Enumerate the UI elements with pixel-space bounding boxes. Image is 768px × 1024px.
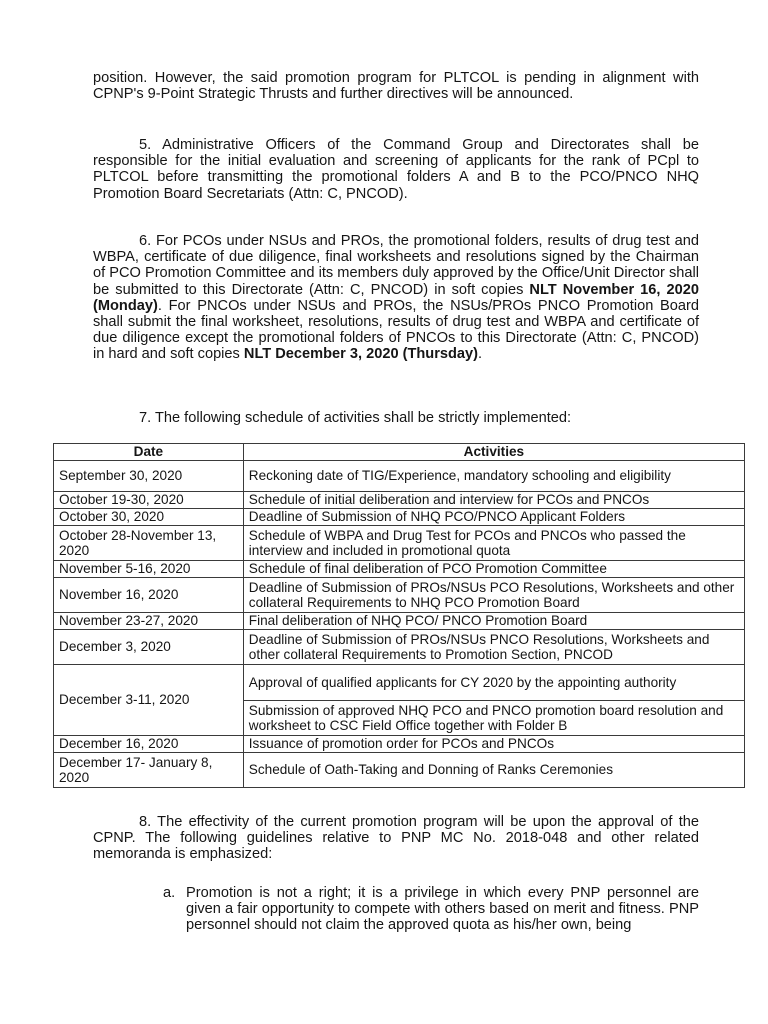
activity-cell: Schedule of final deliberation of PCO Promotion Committee: [243, 561, 744, 578]
paragraph-6-text-3: .: [478, 346, 483, 363]
item-text: Promotion is not a right; it is a privilege in which every PNP personnel are given a fair opportunity to compete with others based on merit and fitness. PNP personnel should not claim the approved quota as his/her own, being: [186, 885, 699, 934]
date-cell: December 3-11, 2020: [54, 665, 244, 736]
table-header-row: [54, 444, 745, 461]
date-cell: October 19-30, 2020: [54, 492, 244, 509]
paragraph-6-deadline-pnco: NLT December 3, 2020 (Thursday): [243, 346, 479, 363]
paragraph-6-deadline-pco: NLT November 16, 2020 (Monday): [93, 281, 699, 314]
date-cell: December 16, 2020: [54, 736, 244, 753]
activity-cell: Deadline of Submission of NHQ PCO/PNCO Applicant Folders: [243, 509, 744, 526]
paragraph-continuation: position. However, the said promotion program for PLTCOL is pending in alignment with CPNP's 9-Point Strategic Thrusts and further directives will be announced.: [93, 70, 699, 103]
date-cell: September 30, 2020: [54, 461, 244, 492]
table-row: [54, 461, 745, 492]
date-cell: November 23-27, 2020: [54, 613, 244, 630]
activity-cell: Schedule of WBPA and Drug Test for PCOs and PNCOs who passed the interview and included in promotional quota: [243, 526, 744, 561]
table-row: [54, 753, 745, 788]
paragraph-6: [93, 233, 699, 363]
table-row: [54, 561, 745, 578]
table-row: [54, 509, 745, 526]
table-row: [54, 526, 745, 561]
activity-cell: Deadline of Submission of PROs/NSUs PCO Resolutions, Worksheets and other collateral Requirements to NHQ PCO Promotion Board: [243, 578, 744, 613]
activity-cell: Approval of qualified applicants for CY 2020 by the appointing authority: [243, 665, 744, 701]
activity-cell: Deadline of Submission of PROs/NSUs PNCO Resolutions, Worksheets and other collateral Requirements to Promotion Section, PNCOD: [243, 630, 744, 665]
date-cell: October 30, 2020: [54, 509, 244, 526]
paragraph-5: 5. Administrative Officers of the Command Group and Directorates shall be responsible for the initial evaluation and screening of applicants for the rank of PCpl to PLTCOL before transmitting the promotional folders A and B to the PCO/PNCO NHQ Promotion Board Secretariats (Attn: C, PNCOD).: [93, 137, 699, 202]
table-row: [54, 736, 745, 753]
table-row: [54, 665, 745, 701]
column-header-activities: Activities: [243, 444, 744, 461]
date-cell: December 3, 2020: [54, 630, 244, 665]
activity-cell: Issuance of promotion order for PCOs and PNCOs: [243, 736, 744, 753]
table-row: [54, 613, 745, 630]
paragraph-6-text-2: . For PNCOs under NSUs and PROs, the NSUs/PROs PNCO Promotion Board shall submit the final worksheet, resolutions, results of drug test and WBPA and certificate of due diligence except the promotional folders of PNCOs to this Directorate (Attn: C, PNCOD) in hard and soft copies: [93, 297, 699, 363]
table-row: [54, 630, 745, 665]
paragraph-6-text-1: 6. For PCOs under NSUs and PROs, the promotional folders, results of drug test and WBPA, certificate of due diligence, final worksheets and resolutions signed by the Chairman of PCO Promotion Committee and its members duly approved by the Office/Unit Director shall be submitted to this Directorate (Attn: C, PNCOD) in soft copies: [93, 233, 699, 298]
paragraph-7: 7. The following schedule of activities shall be strictly implemented:: [139, 410, 572, 426]
activity-cell: Schedule of initial deliberation and interview for PCOs and PNCOs: [243, 492, 744, 509]
activity-cell: Submission of approved NHQ PCO and PNCO promotion board resolution and worksheet to CSC Field Office together with Folder B: [243, 701, 744, 736]
schedule-table: [53, 443, 745, 788]
date-cell: October 28-November 13, 2020: [54, 526, 244, 561]
column-header-date: Date: [54, 444, 244, 461]
date-cell: December 17- January 8, 2020: [54, 753, 244, 788]
table-row: [54, 578, 745, 613]
date-cell: November 5-16, 2020: [54, 561, 244, 578]
activity-cell: Final deliberation of NHQ PCO/ PNCO Promotion Board: [243, 613, 744, 630]
guideline-item-a: [163, 885, 699, 934]
table-row: [54, 492, 745, 509]
paragraph-8: 8. The effectivity of the current promotion program will be upon the approval of the CPNP. The following guidelines relative to PNP MC No. 2018-048 and other related memoranda is emphasized:: [93, 814, 699, 863]
item-label: a.: [163, 885, 176, 901]
date-cell: November 16, 2020: [54, 578, 244, 613]
activity-cell: Schedule of Oath-Taking and Donning of Ranks Ceremonies: [243, 753, 744, 788]
activity-cell: Reckoning date of TIG/Experience, mandatory schooling and eligibility: [243, 461, 744, 492]
